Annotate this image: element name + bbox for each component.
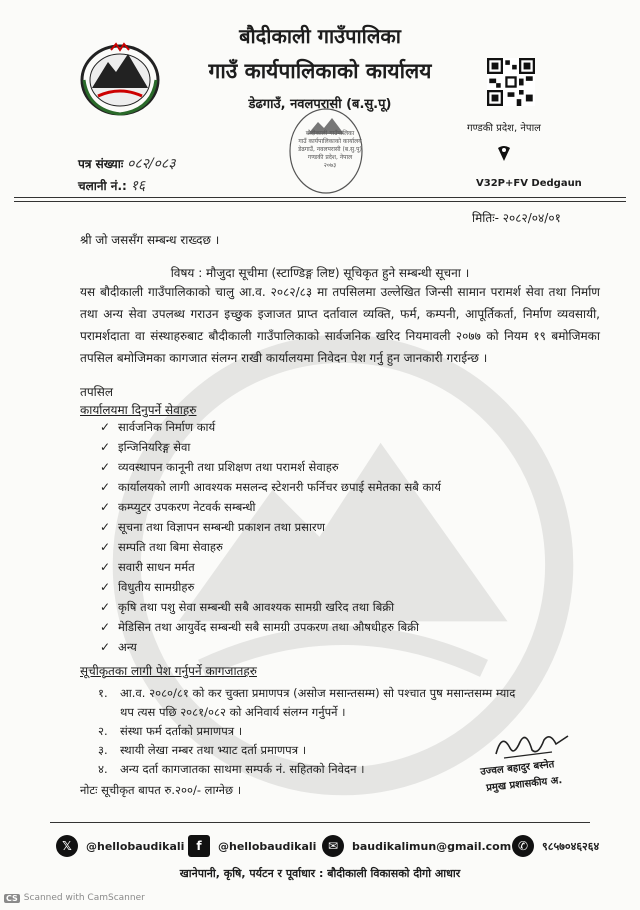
fee-note: नोटः सूचीकृत बापत रु.२००/- लाग्नेछ । <box>80 783 242 797</box>
signer-name: उज्वल बहादुर बस्नेत <box>479 759 555 778</box>
document-item <box>98 760 515 779</box>
body-paragraph: यस बौदीकाली गाउँपालिकाको चालु आ.व. २०८२/८३ मा तपसिलमा उल्लेखित जिन्सी सामान परामर्श सेवा तथा निर्माण तथा अन्य सेवा उपलब्ध गराउन इच्छुक इजाजत प्राप्त दर्तावाल व्यक्ति, फर्म, कम्पनी, आपूर्तिकर्ता, निर्माण व्यवसायी, परामर्शदाता वा संस्थाहरुबाट बौदीकाली गाउँपालिकाको सार्वजनिक खरिद नियमावली २०७७ को नियम १९ बमोजिमका तपसिल बमोजिमका कागजात संलग्न राखी कार्यालयमा निवेदन पेश गर्नु हुन जानकारी गराईन्छ । <box>80 285 600 365</box>
qr-code-icon <box>487 58 535 106</box>
service-item <box>100 577 441 597</box>
services-list <box>100 417 441 657</box>
documents-list <box>98 684 515 779</box>
document-text: थप त्यस पछि २०८१/०८२ को अनिवार्य संलग्न गर्नुपर्ने । <box>120 705 346 719</box>
check-icon: ✓ <box>100 480 111 494</box>
service-item-label: कम्प्युटर उपकरण नेटवर्क सम्बन्धी <box>118 500 256 514</box>
service-item <box>100 597 441 617</box>
check-icon: ✓ <box>100 560 111 574</box>
document-text: स्थायी लेखा नम्बर तथा भ्याट दर्ता प्रमाणपत्र । <box>120 743 307 757</box>
location-pin-icon <box>496 144 512 162</box>
twitter-x-icon: 𝕏 <box>56 835 78 857</box>
email-text: baudikalimun@gmail.com <box>352 839 512 853</box>
facebook-handle-text: @hellobaudikali <box>218 839 317 853</box>
province-label: गण्डकी प्रदेश, नेपाल <box>467 123 541 134</box>
check-icon: ✓ <box>100 420 111 434</box>
email-contact[interactable] <box>322 835 511 857</box>
service-item-label: कृषि तथा पशु सेवा सम्बन्धी सबै आवश्यक सामग्री खरिद तथा बिक्री <box>118 600 395 614</box>
patra-sankhya-value: ०८२/०८३ <box>127 156 176 172</box>
phone-icon: ✆ <box>512 835 534 857</box>
document-item <box>98 684 515 703</box>
tapasil-label: तपसिल <box>80 385 114 399</box>
check-icon: ✓ <box>100 460 111 474</box>
patra-sankhya: पत्र संख्याः ०८२/०८३ <box>78 156 176 172</box>
camscanner-logo: CS <box>6 893 18 903</box>
service-item <box>100 637 441 657</box>
service-item-label: इन्जिनियरिङ्ग सेवा <box>118 440 191 454</box>
service-item <box>100 497 441 517</box>
document-item <box>98 722 515 741</box>
service-item <box>100 557 441 577</box>
check-icon: ✓ <box>100 500 111 514</box>
service-item-label: सम्पति तथा बिमा सेवाहरु <box>118 540 223 554</box>
plus-code: V32P+FV Dedgaun <box>476 178 582 189</box>
service-item <box>100 517 441 537</box>
document-text: अन्य दर्ता कागजातका साथमा सम्पर्क नं. सहितको निवेदन । <box>120 762 365 776</box>
service-item-label: व्यवस्थापन कानूनी तथा प्रशिक्षण तथा परामर्श सेवाहरु <box>118 460 339 474</box>
phone-text: ९८५७०४६२६४ <box>542 839 600 853</box>
service-item-label: कार्यालयको लागी आवश्यक मसलन्द स्टेशनरी फर्निचर छपाई समेतका सबै कार्य <box>118 480 441 494</box>
office-address: डेढगाउँ, नवलपरासी (ब.सु.पू) <box>248 97 392 112</box>
signature-mark <box>492 726 572 762</box>
stamp-text: बौदीकाली गाउँपालिका गाउँ कार्यपालिकाको कार्यालय डेढगाउँ, नवलपरासी (ब.सु.पू) गण्डकी प्रदेश, नेपाल २०७३ <box>298 130 362 169</box>
service-item <box>100 437 441 457</box>
subject-line: विषय : मौजुदा सूचीमा (स्टाण्डिङ्ग लिष्ट) सूचिकृत हुने सम्बन्धी सूचना । <box>170 266 470 280</box>
facebook-icon: f <box>188 835 210 857</box>
chalani-number: चलानी नं.: १६ <box>78 178 146 194</box>
check-icon: ✓ <box>100 540 111 554</box>
chalani-number-value: १६ <box>130 178 146 194</box>
document-text: आ.व. २०८०/८१ को कर चुक्ता प्रमाणपत्र (असोज मसान्तसम्म) सो पश्चात पुष मसान्तसम्म म्याद <box>120 686 516 700</box>
document-number: ४. <box>98 762 108 776</box>
check-icon: ✓ <box>100 640 111 654</box>
check-icon: ✓ <box>100 520 111 534</box>
twitter-handle-text: @hellobaudikali <box>86 839 185 853</box>
footer-divider <box>50 822 590 823</box>
documents-heading: सूचीकृतका लागी पेश गर्नुपर्ने कागजातहरु <box>80 664 257 678</box>
municipality-name: बौदीकाली गाउँपालिका <box>239 24 401 48</box>
service-item-label: सवारी साधन मर्मत <box>118 560 195 574</box>
email-icon: ✉ <box>322 835 344 857</box>
phone-contact[interactable] <box>512 835 599 857</box>
check-icon: ✓ <box>100 600 111 614</box>
document-number: २. <box>98 724 108 738</box>
header-divider-thin <box>14 201 626 202</box>
document-text: संस्था फर्म दर्ताको प्रमाणपत्र । <box>120 724 243 738</box>
service-item-label: सार्वजनिक निर्माण कार्य <box>118 420 216 434</box>
service-item <box>100 417 441 437</box>
service-item-label: अन्य <box>118 640 137 654</box>
signer-title: प्रमुख प्रशासकीय अ. <box>485 775 563 794</box>
service-item-label: मेडिसिन तथा आयुर्वेद सम्बन्धी सबै सामग्री उपकरण तथा औषधीहरु बिक्री <box>118 620 419 634</box>
services-heading: कार्यालयमा दिनुपर्ने सेवाहरु <box>80 403 197 417</box>
document-number: १. <box>98 686 108 700</box>
recipient-line: श्री जो जससँग सम्बन्ध राख्दछ । <box>80 233 220 247</box>
camscanner-watermark: CS Scanned with CamScanner <box>6 893 145 903</box>
document-item <box>98 741 515 760</box>
header-divider <box>14 197 626 198</box>
letter-date: मितिः- २०८२/०४/०१ <box>472 211 561 225</box>
check-icon: ✓ <box>100 620 111 634</box>
service-item <box>100 537 441 557</box>
service-item-label: सूचना तथा विज्ञापन सम्बन्धी प्रकाशन तथा प्रसारण <box>118 520 325 534</box>
document-item <box>98 703 515 722</box>
check-icon: ✓ <box>100 580 111 594</box>
office-name: गाउँ कार्यपालिकाको कार्यालय <box>208 59 432 83</box>
service-item <box>100 617 441 637</box>
check-icon: ✓ <box>100 440 111 454</box>
service-item <box>100 457 441 477</box>
facebook-handle[interactable] <box>188 835 316 857</box>
service-item-label: विधुतीय सामग्रीहरु <box>118 580 195 594</box>
twitter-handle[interactable] <box>56 835 184 857</box>
document-number: ३. <box>98 743 108 757</box>
service-item <box>100 477 441 497</box>
footer-tagline: खानेपानी, कृषि, पर्यटन र पूर्वाधार : बौदीकाली विकासको दीगो आधार <box>179 867 461 880</box>
